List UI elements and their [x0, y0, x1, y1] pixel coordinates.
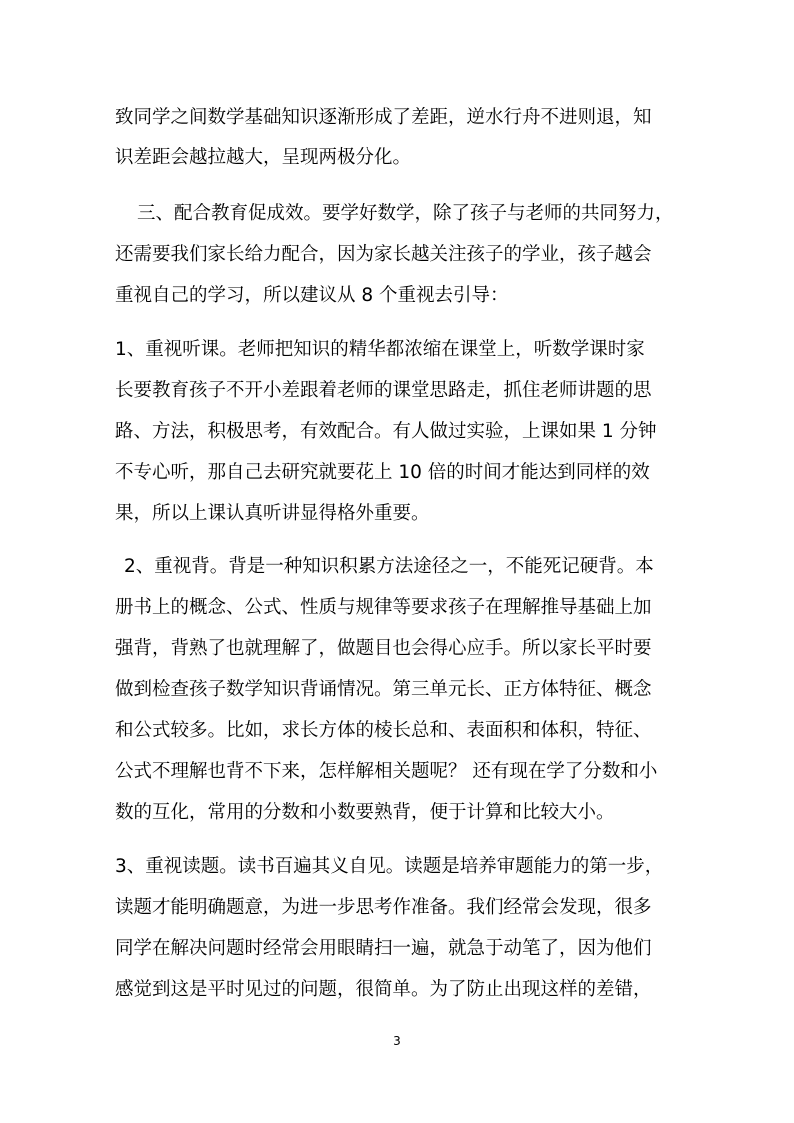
text-line: 长要教育孩子不开小差跟着老师的课堂思路走，抓住老师讲题的思: [115, 380, 652, 401]
text-line: 册书上的概念、公式、性质与规律等要求孩子在理解推导基础上加: [115, 597, 652, 618]
text-line: 数的互化，常用的分数和小数要熟背，便于计算和比较大小。: [115, 802, 615, 823]
text-line: 3、重视读题。读书百遍其义自见。读题是培养审题能力的第一步，: [115, 856, 664, 877]
text-line: 还需要我们家长给力配合，因为家长越关注孩子的学业，孩子越会: [115, 244, 652, 265]
text-line: 和公式较多。比如，求长方体的棱长总和、表面积和体积，特征、: [115, 720, 652, 741]
text-line: 强背，背熟了也就理解了，做题目也会得心应手。所以家长平时要: [115, 638, 652, 659]
text-line: 感觉到这是平时见过的问题，很简单。为了防止出现这样的差错，: [115, 979, 652, 1000]
text-line: 路、方法，积极思考，有效配合。有人做过实验，上课如果 1 分钟: [115, 421, 657, 442]
text-line: 果，所以上课认真听讲显得格外重要。: [115, 503, 430, 524]
text-line: 做到检查孩子数学知识背诵情况。第三单元长、正方体特征、概念: [115, 679, 652, 700]
page-number: 3: [393, 1034, 401, 1048]
text-line: 致同学之间数学基础知识逐渐形成了差距，逆水行舟不进则退，知: [115, 107, 652, 128]
text-line: 2、重视背。背是一种知识积累方法途径之一，不能死记硬背。本: [124, 556, 654, 577]
text-line: 识差距会越拉越大，呈现两极分化。: [115, 147, 412, 168]
text-line: 三、配合教育促成效。要学好数学，除了孩子与老师的共同努力，: [137, 203, 674, 224]
text-line: 1、重视听课。老师把知识的精华都浓缩在课堂上，听数学课时家: [115, 339, 645, 360]
text-line: 公式不理解也背不下来，怎样解相关题呢？ 还有现在学了分数和小: [115, 761, 658, 782]
text-line: 同学在解决问题时经常会用眼睛扫一遍，就急于动笔了，因为他们: [115, 938, 652, 959]
text-line: 不专心听，那自己去研究就要花上 10 倍的时间才能达到同样的效: [115, 462, 650, 483]
text-line: 读题才能明确题意，为进一步思考作准备。我们经常会发现，很多: [115, 897, 652, 918]
text-line: 重视自己的学习，所以建议从 8 个重视去引导：: [115, 285, 509, 306]
